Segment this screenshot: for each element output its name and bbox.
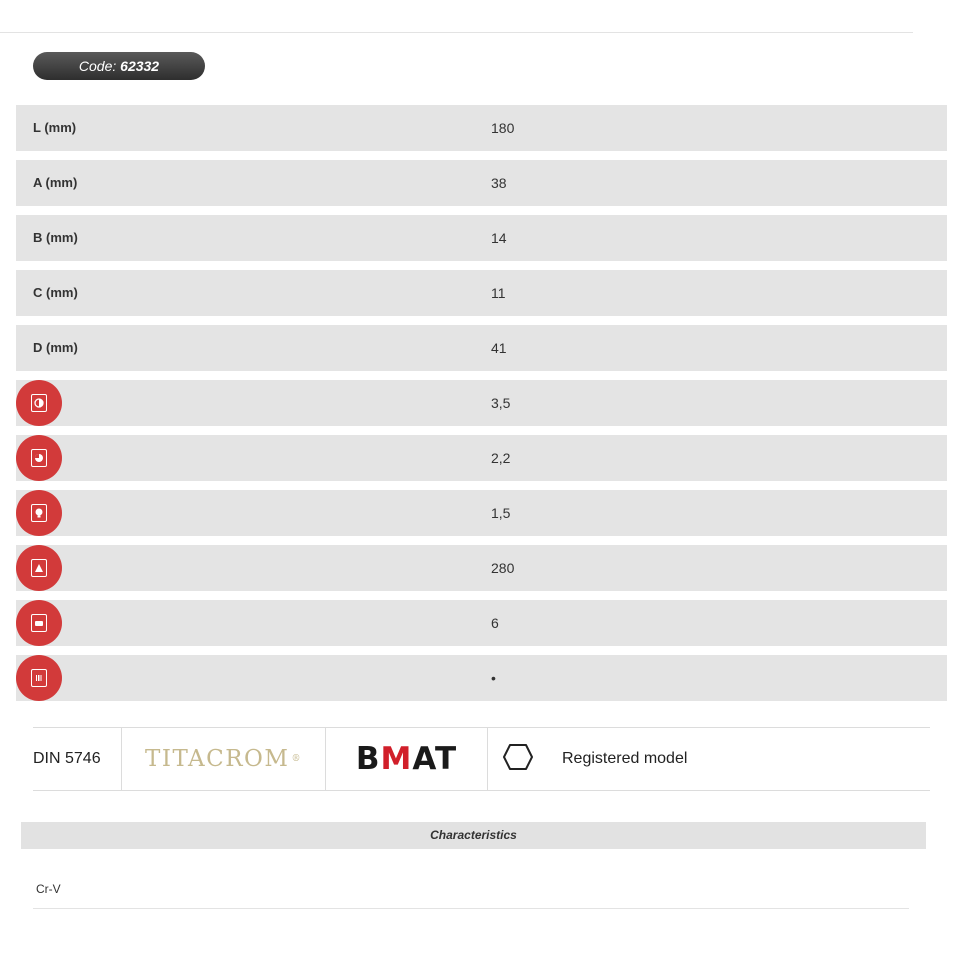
spec-row-d [16,325,947,371]
registered-model [488,728,687,790]
bottom-divider [33,908,909,909]
spec-row-icon-6 [16,655,947,701]
top-divider [0,32,913,33]
pie-gauge-icon [16,435,62,481]
characteristics-value: Cr-V [36,882,61,896]
spec-row-icon-3 [16,490,947,536]
spec-row-icon-5 [16,600,947,646]
product-code-badge [33,52,205,80]
spec-value: 6 [491,615,499,631]
spec-row-icon-4 [16,545,947,591]
code-label: Code: [78,58,117,74]
spec-row-b [16,215,947,261]
spec-value: 280 [491,560,515,576]
spec-value: 1,5 [491,505,511,521]
spec-value: 3,5 [491,395,511,411]
spec-label: C (mm) [33,285,78,300]
spec-label: D (mm) [33,340,78,355]
certification-strip [33,727,930,791]
spec-row-c [16,270,947,316]
din-standard-label: DIN 5746 [33,728,122,790]
spec-value: 14 [491,230,507,246]
spec-value: 41 [491,340,507,356]
spec-value: 11 [491,285,506,301]
spec-value: 38 [491,175,507,191]
code-value: 62332 [120,58,160,74]
spec-value: 180 [491,120,515,136]
spec-label: B (mm) [33,230,78,245]
spec-value: 2,2 [491,450,511,466]
spec-table [16,105,947,710]
characteristics-header: Characteristics [21,822,926,849]
spec-row-a [16,160,947,206]
spec-row-icon-2 [16,435,947,481]
bmat-logo: B M AT [326,728,488,790]
spec-label: L (mm) [33,120,77,135]
registered-model-label: Registered model [562,750,688,767]
spec-row-l [16,105,947,151]
spec-row-icon-1 [16,380,947,426]
package-box-icon [16,600,62,646]
bulb-gauge-icon [16,490,62,536]
hexagon-outline-icon [502,743,534,776]
half-circle-gauge-icon [16,380,62,426]
spec-value: • [491,670,496,686]
barcode-tag-icon [16,655,62,701]
spec-label: A (mm) [33,175,78,190]
weight-triangle-icon [16,545,62,591]
titacrom-logo: TITACROM ® [122,728,326,790]
